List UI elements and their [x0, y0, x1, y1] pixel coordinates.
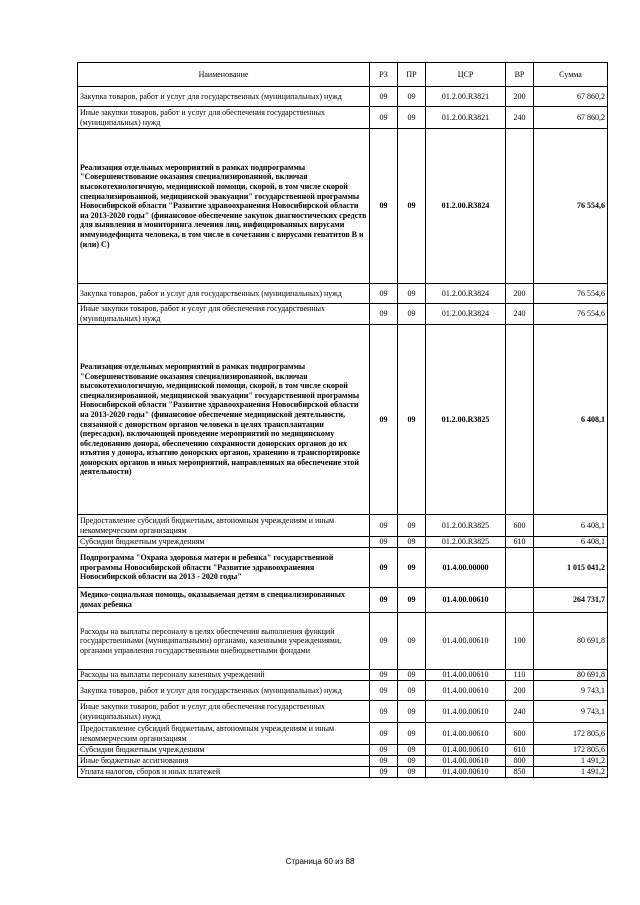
cell-csr: 01.4.00.00610 [426, 745, 506, 756]
cell-name: Реализация отдельных мероприятий в рамках подпрограммы "Совершенствование оказания специализированной, включая высокотехнологичную, медицинской помощи, скорой, в том числе скорой специализированной, медицинской эвакуации" государственной программы Новосибирской области "Развитие здравоохранения Новосибирской области на 2013-2020 годы" (финансовое обеспечение медицинской деятельности, связанной с донорством органов человека в целях трансплантации (пересадки), включающей проведение мероприятий по медицинскому обследованию донора, обеспечению сохранности донорских органов до их изъятия у донора, изъятию донорских органов, хранению и транспортировке донорских органов и иных мероприятий, направленных на обеспечение этой деятельности) [78, 325, 370, 515]
cell-pr: 09 [398, 701, 426, 723]
cell-sum: 1 015 041,2 [534, 548, 608, 588]
header-rz: РЗ [370, 63, 398, 87]
cell-rz: 09 [370, 537, 398, 548]
cell-vr: 200 [506, 284, 534, 304]
table-row [78, 723, 608, 745]
cell-vr: 240 [506, 304, 534, 325]
cell-sum: 80 691,8 [534, 670, 608, 681]
cell-sum: 6 408,1 [534, 325, 608, 515]
cell-csr: 01.4.00.00610 [426, 681, 506, 701]
cell-csr: 01.2.00.R3824 [426, 304, 506, 325]
cell-sum: 172 805,6 [534, 723, 608, 745]
table-row [78, 304, 608, 325]
cell-name: Реализация отдельных мероприятий в рамках подпрограммы "Совершенствование оказания специализированной, включая высокотехнологичную, медицинской помощи, скорой, в том числе скорой специализированной, медицинской эвакуации" государственной программы Новосибирской области "Развитие здравоохранения Новосибирской области на 2013-2020 годы" (финансовое обеспечение закупок диагностических средств для выявления и мониторинга лечения лиц, инфицированных вирусами иммунодефицита человека, в том числе в сочетании с вирусами гепатитов В и (или) С) [78, 129, 370, 284]
cell-name: Иные бюджетные ассигнования [78, 756, 370, 767]
cell-csr: 01.2.00.R3824 [426, 284, 506, 304]
cell-rz: 09 [370, 515, 398, 537]
cell-csr: 01.2.00.R3824 [426, 129, 506, 284]
cell-csr: 01.4.00.00610 [426, 613, 506, 670]
cell-vr: 240 [506, 701, 534, 723]
cell-vr: 610 [506, 745, 534, 756]
cell-rz: 09 [370, 701, 398, 723]
header-pr: ПР [398, 63, 426, 87]
cell-vr: 110 [506, 670, 534, 681]
cell-name: Расходы на выплаты персоналу в целях обеспечения выполнения функций государственными (муниципальными) органами, казенными учреждениями, органами управления государственными внебюджетными фондами [78, 613, 370, 670]
cell-csr: 01.4.00.00610 [426, 767, 506, 778]
table-row [78, 681, 608, 701]
table-row [78, 87, 608, 107]
cell-pr: 09 [398, 515, 426, 537]
cell-vr [506, 129, 534, 284]
table-body [78, 87, 608, 778]
cell-vr: 200 [506, 87, 534, 107]
cell-pr: 09 [398, 107, 426, 129]
cell-csr: 01.4.00.00610 [426, 756, 506, 767]
cell-vr: 800 [506, 756, 534, 767]
table-row [78, 325, 608, 515]
cell-sum: 6 408,1 [534, 515, 608, 537]
header-sum: Сумма [534, 63, 608, 87]
budget-table [77, 62, 608, 778]
cell-pr: 09 [398, 325, 426, 515]
cell-sum: 264 731,7 [534, 588, 608, 613]
cell-name: Расходы на выплаты персоналу казенных учреждений [78, 670, 370, 681]
table-row [78, 701, 608, 723]
cell-name: Предоставление субсидий бюджетным, автономным учреждениям и иным некоммерческим организациям [78, 723, 370, 745]
cell-pr: 09 [398, 681, 426, 701]
cell-csr: 01.2.00.R3821 [426, 87, 506, 107]
cell-rz: 09 [370, 681, 398, 701]
cell-sum: 1 491,2 [534, 756, 608, 767]
cell-sum: 6 408,1 [534, 537, 608, 548]
cell-sum: 67 860,2 [534, 87, 608, 107]
cell-rz: 09 [370, 613, 398, 670]
cell-name: Субсидии бюджетным учреждениям [78, 537, 370, 548]
cell-sum: 76 554,6 [534, 284, 608, 304]
cell-name: Уплата налогов, сборов и иных платежей [78, 767, 370, 778]
cell-pr: 09 [398, 745, 426, 756]
cell-rz: 09 [370, 107, 398, 129]
cell-sum: 76 554,6 [534, 304, 608, 325]
cell-pr: 09 [398, 767, 426, 778]
cell-csr: 01.4.00.00610 [426, 723, 506, 745]
cell-vr [506, 325, 534, 515]
cell-csr: 01.2.00.R3825 [426, 537, 506, 548]
cell-name: Закупка товаров, работ и услуг для государственных (муниципальных) нужд [78, 284, 370, 304]
cell-name: Медико-социальная помощь, оказываемая детям в специализированных домах ребенка [78, 588, 370, 613]
header-csr: ЦСР [426, 63, 506, 87]
table-row [78, 129, 608, 284]
cell-sum: 76 554,6 [534, 129, 608, 284]
table-header-row [78, 63, 608, 87]
cell-sum: 67 860,2 [534, 107, 608, 129]
cell-sum: 9 743,1 [534, 681, 608, 701]
header-vr: ВР [506, 63, 534, 87]
cell-rz: 09 [370, 756, 398, 767]
table-row [78, 756, 608, 767]
table-row [78, 588, 608, 613]
cell-rz: 09 [370, 670, 398, 681]
cell-sum: 1 491,2 [534, 767, 608, 778]
cell-pr: 09 [398, 613, 426, 670]
header-name: Наименование [78, 63, 370, 87]
cell-csr: 01.2.00.R3821 [426, 107, 506, 129]
cell-pr: 09 [398, 129, 426, 284]
cell-pr: 09 [398, 304, 426, 325]
cell-sum: 172 805,6 [534, 745, 608, 756]
table-row [78, 548, 608, 588]
cell-pr: 09 [398, 723, 426, 745]
cell-csr: 01.2.00.R3825 [426, 325, 506, 515]
table-row [78, 767, 608, 778]
cell-vr: 240 [506, 107, 534, 129]
cell-csr: 01.4.00.00000 [426, 548, 506, 588]
page-footer: Страница 60 из 88 [285, 857, 355, 866]
cell-rz: 09 [370, 304, 398, 325]
cell-name: Иные закупки товаров, работ и услуг для обеспечения государственных (муниципальных) нужд [78, 701, 370, 723]
cell-rz: 09 [370, 548, 398, 588]
cell-csr: 01.4.00.00610 [426, 701, 506, 723]
cell-csr: 01.4.00.00610 [426, 588, 506, 613]
table-row [78, 613, 608, 670]
table-row [78, 515, 608, 537]
cell-sum: 9 743,1 [534, 701, 608, 723]
cell-pr: 09 [398, 87, 426, 107]
table-row [78, 284, 608, 304]
cell-name: Закупка товаров, работ и услуг для государственных (муниципальных) нужд [78, 87, 370, 107]
cell-vr: 850 [506, 767, 534, 778]
cell-rz: 09 [370, 325, 398, 515]
table-row [78, 537, 608, 548]
cell-rz: 09 [370, 87, 398, 107]
cell-vr: 600 [506, 515, 534, 537]
cell-name: Иные закупки товаров, работ и услуг для обеспечения государственных (муниципальных) нужд [78, 107, 370, 129]
cell-rz: 09 [370, 723, 398, 745]
cell-pr: 09 [398, 548, 426, 588]
cell-rz: 09 [370, 129, 398, 284]
cell-name: Субсидии бюджетным учреждениям [78, 745, 370, 756]
table-row [78, 670, 608, 681]
table-row [78, 745, 608, 756]
cell-vr: 200 [506, 681, 534, 701]
cell-rz: 09 [370, 588, 398, 613]
cell-vr: 600 [506, 723, 534, 745]
cell-vr [506, 588, 534, 613]
cell-csr: 01.4.00.00610 [426, 670, 506, 681]
cell-pr: 09 [398, 537, 426, 548]
cell-vr: 100 [506, 613, 534, 670]
cell-name: Иные закупки товаров, работ и услуг для обеспечения государственных (муниципальных) нужд [78, 304, 370, 325]
cell-pr: 09 [398, 756, 426, 767]
cell-name: Предоставление субсидий бюджетным, автономным учреждениям и иным некоммерческим организациям [78, 515, 370, 537]
cell-rz: 09 [370, 284, 398, 304]
table-row [78, 107, 608, 129]
cell-vr [506, 548, 534, 588]
cell-pr: 09 [398, 588, 426, 613]
cell-rz: 09 [370, 767, 398, 778]
cell-name: Подпрограмма "Охрана здоровья матери и ребенка" государственной программы Новосибирской области "Развитие здравоохранения Новосибирской области на 2013 - 2020 годы" [78, 548, 370, 588]
cell-pr: 09 [398, 284, 426, 304]
cell-pr: 09 [398, 670, 426, 681]
cell-csr: 01.2.00.R3825 [426, 515, 506, 537]
cell-sum: 80 691,8 [534, 613, 608, 670]
cell-name: Закупка товаров, работ и услуг для государственных (муниципальных) нужд [78, 681, 370, 701]
cell-vr: 610 [506, 537, 534, 548]
cell-rz: 09 [370, 745, 398, 756]
